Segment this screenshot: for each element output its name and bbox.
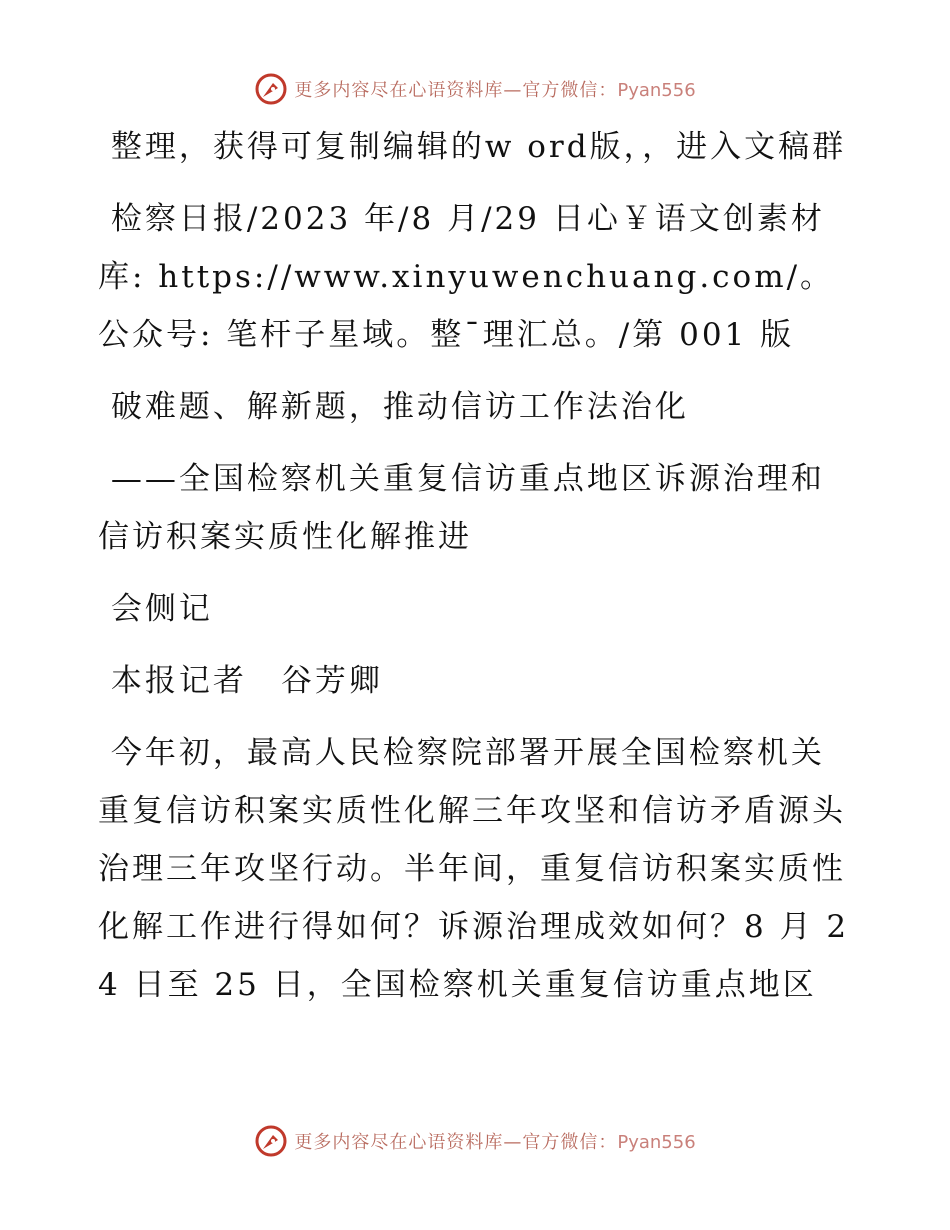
paragraph-intro: 整理，获得可复制编辑的w ord版，，进入文稿群 [98, 129, 847, 165]
watermark-text: 更多内容尽在心语资料库—官方微信：Pyan556 [294, 1132, 696, 1153]
byline: 本报记者 谷芳卿 [98, 663, 383, 699]
pen-nib-logo-icon [254, 1124, 288, 1158]
article-title: 破难题、解新题，推动信访工作法治化 [98, 389, 689, 425]
watermark-text: 更多内容尽在心语资料库—官方微信：Pyan556 [294, 80, 696, 101]
paragraph-body: 今年初，最高人民检察院部署开展全国检察机关重复信访积案实质性化解三年攻坚和信访矛盾源头治理三年攻坚行动。半年间，重复信访积案实质性化解工作进行得如何？诉源治理成效如何？8 月 24 日至 25 日，全国检察机关重复信访重点地区 [98, 735, 850, 1003]
pen-nib-logo-icon [254, 72, 288, 106]
article-subtitle-end: 会侧记 [98, 591, 213, 627]
watermark-account: Pyan556 [617, 80, 696, 101]
watermark-account: Pyan556 [617, 1132, 696, 1153]
footer-watermark [0, 1124, 950, 1158]
paragraph-source: 检察日报/2023 年/8 月/29 日心￥语文创素材库: https://www.xinyuwenchuang.com/。公众号: 笔杆子星域。整¯理汇总。/第 001 版 [98, 201, 835, 353]
document-body [98, 118, 858, 1028]
header-watermark [0, 72, 950, 106]
article-subtitle: ——全国检察机关重复信访重点地区诉源治理和信访积案实质性化解推进 [98, 461, 825, 555]
